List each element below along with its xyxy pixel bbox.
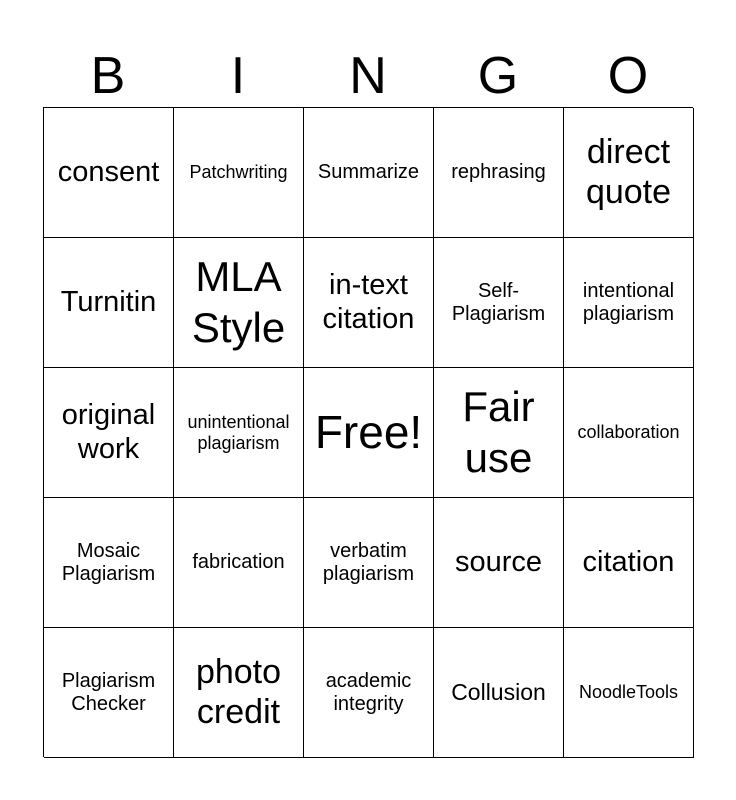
bingo-cell[interactable]: Plagiarism Checker: [44, 628, 174, 758]
bingo-cell[interactable]: consent: [44, 108, 174, 238]
bingo-cell[interactable]: intentional plagiarism: [564, 238, 694, 368]
header-letter-n: N: [349, 47, 387, 105]
bingo-cell[interactable]: photo credit: [174, 628, 304, 758]
bingo-cell[interactable]: Patchwriting: [174, 108, 304, 238]
bingo-cell[interactable]: Turnitin: [44, 238, 174, 368]
bingo-cell[interactable]: collaboration: [564, 368, 694, 498]
header-letter-o: O: [607, 47, 649, 105]
bingo-header: [43, 44, 693, 108]
bingo-cell[interactable]: original work: [44, 368, 174, 498]
bingo-cell[interactable]: Fair use: [434, 368, 564, 498]
bingo-cell[interactable]: academic integrity: [304, 628, 434, 758]
header-letter-b: B: [90, 47, 126, 105]
bingo-cell[interactable]: direct quote: [564, 108, 694, 238]
bingo-cell[interactable]: Summarize: [304, 108, 434, 238]
bingo-cell[interactable]: in-text citation: [304, 238, 434, 368]
bingo-cell[interactable]: MLA Style: [174, 238, 304, 368]
bingo-cell[interactable]: Mosaic Plagiarism: [44, 498, 174, 628]
bingo-cell[interactable]: fabrication: [174, 498, 304, 628]
free-space[interactable]: Free!: [304, 368, 434, 498]
bingo-cell[interactable]: source: [434, 498, 564, 628]
bingo-cell[interactable]: verbatim plagiarism: [304, 498, 434, 628]
bingo-cell[interactable]: Collusion: [434, 628, 564, 758]
bingo-card: [43, 107, 693, 757]
bingo-cell[interactable]: rephrasing: [434, 108, 564, 238]
header-letter-i: I: [230, 47, 246, 105]
bingo-cell[interactable]: NoodleTools: [564, 628, 694, 758]
bingo-cell[interactable]: unintentional plagiarism: [174, 368, 304, 498]
bingo-cell[interactable]: Self-Plagiarism: [434, 238, 564, 368]
header-letter-g: G: [477, 47, 519, 105]
bingo-cell[interactable]: citation: [564, 498, 694, 628]
